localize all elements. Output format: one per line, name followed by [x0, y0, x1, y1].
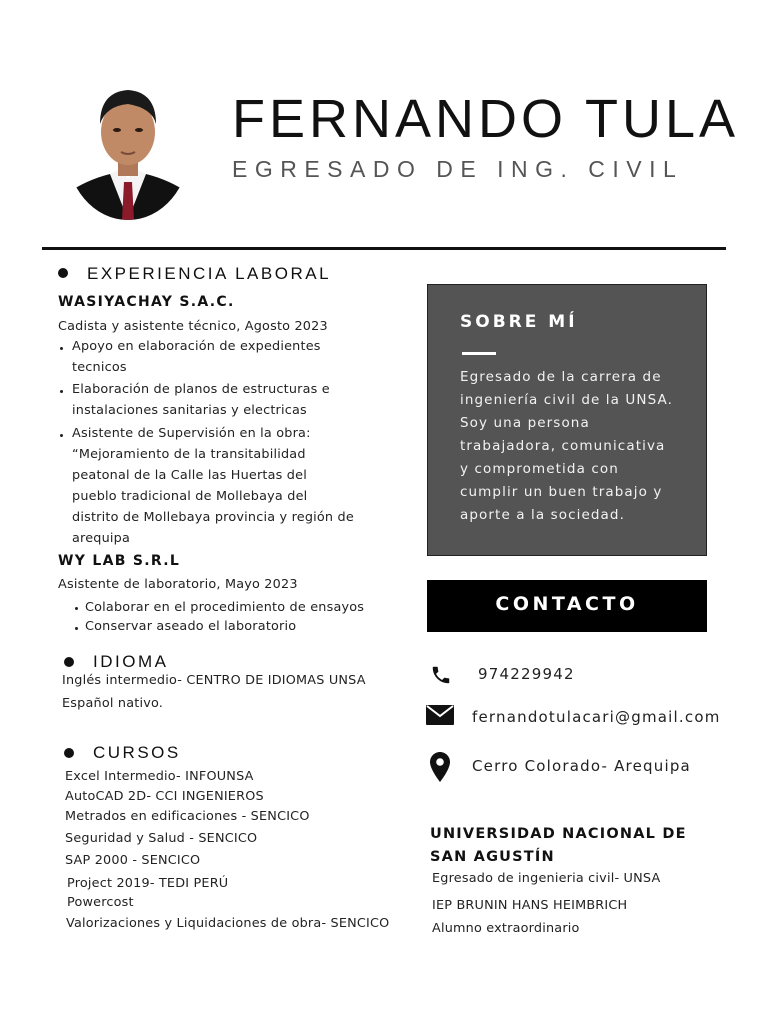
company-name: WASIYACHAY S.A.C.: [58, 294, 235, 310]
about-text-line: Soy una persona: [460, 415, 590, 431]
job-role: Cadista y asistente técnico, Agosto 2023: [58, 319, 328, 334]
about-text-line: cumplir un buen trabajo y: [460, 484, 663, 500]
course-item: SAP 2000 - SENCICO: [65, 853, 201, 868]
job-duty: Colaborar en el procedimiento de ensayos: [85, 600, 365, 615]
about-text-line: Egresado de la carrera de: [460, 369, 662, 385]
job-duty: peatonal de la Calle las Huertas del: [72, 468, 307, 483]
job-duty: pueblo tradicional de Mollebaya del: [72, 489, 308, 504]
job-duty: Conservar aseado el laboratorio: [85, 619, 297, 634]
mail-icon: [426, 705, 454, 729]
email-address[interactable]: fernandotulacari@gmail.com: [472, 708, 721, 726]
course-item: Metrados en edificaciones - SENCICO: [65, 809, 310, 824]
job-duty: distrito de Mollebaya provincia y región de: [72, 510, 354, 525]
school-name: IEP BRUNIN HANS HEIMBRICH: [432, 898, 628, 913]
job-duty: instalaciones sanitarias y electricas: [72, 403, 307, 418]
job-duty: arequipa: [72, 531, 131, 546]
course-item: Excel Intermedio- INFOUNSA: [65, 769, 254, 784]
bullet-icon: [60, 390, 63, 393]
school-note: Alumno extraordinario: [432, 921, 580, 936]
job-role: Asistente de laboratorio, Mayo 2023: [58, 577, 298, 592]
language-item: Español nativo.: [62, 696, 164, 711]
language-item: Inglés intermedio- CENTRO DE IDIOMAS UNSA: [62, 673, 366, 688]
candidate-name: FERNANDO TULA: [232, 89, 740, 149]
experience-heading: EXPERIENCIA LABORAL: [87, 264, 332, 283]
avatar: [66, 74, 190, 220]
job-duty: Elaboración de planos de estructuras e: [72, 382, 330, 397]
candidate-title: EGRESADO DE ING. CIVIL: [232, 156, 684, 182]
location-text: Cerro Colorado- Arequipa: [472, 757, 691, 775]
university-name: SAN AGUSTÍN: [430, 849, 555, 865]
about-divider: [462, 352, 496, 355]
degree-text: Egresado de ingenieria civil- UNSA: [432, 871, 661, 886]
about-heading: SOBRE MÍ: [460, 312, 578, 332]
languages-heading: IDIOMA: [93, 652, 169, 671]
course-item: Powercost: [67, 895, 134, 910]
course-item: Valorizaciones y Liquidaciones de obra- SENCICO: [66, 916, 390, 931]
courses-heading: CURSOS: [93, 743, 181, 762]
bullet-icon: [75, 627, 78, 630]
company-name: WY LAB S.R.L: [58, 553, 181, 569]
about-text-line: trabajadora, comunicativa: [460, 438, 666, 454]
about-text-line: y comprometida con: [460, 461, 619, 477]
job-duty: Asistente de Supervisión en la obra:: [72, 426, 311, 441]
bullet-icon: [60, 347, 63, 350]
phone-icon: [430, 664, 452, 690]
contact-heading: CONTACTO: [495, 593, 639, 615]
course-item: Seguridad y Salud - SENCICO: [65, 831, 258, 846]
profile-photo: [66, 74, 190, 220]
job-duty: Apoyo en elaboración de expedientes: [72, 339, 321, 354]
section-bullet-icon: [58, 268, 68, 278]
section-bullet-icon: [64, 657, 74, 667]
about-text-line: ingeniería civil de la UNSA.: [460, 392, 673, 408]
university-name: UNIVERSIDAD NACIONAL DE: [430, 826, 687, 842]
phone-number[interactable]: 974229942: [478, 665, 575, 683]
header-divider: [42, 247, 726, 250]
bullet-icon: [75, 607, 78, 610]
location-pin-icon: [430, 752, 450, 786]
job-duty: “Mejoramiento de la transitabilidad: [72, 447, 306, 462]
bullet-icon: [60, 434, 63, 437]
about-text-line: aporte a la sociedad.: [460, 507, 625, 523]
job-duty: tecnicos: [72, 360, 127, 375]
section-bullet-icon: [64, 748, 74, 758]
course-item: Project 2019- TEDI PERÚ: [67, 876, 229, 891]
course-item: AutoCAD 2D- CCI INGENIEROS: [65, 789, 264, 804]
